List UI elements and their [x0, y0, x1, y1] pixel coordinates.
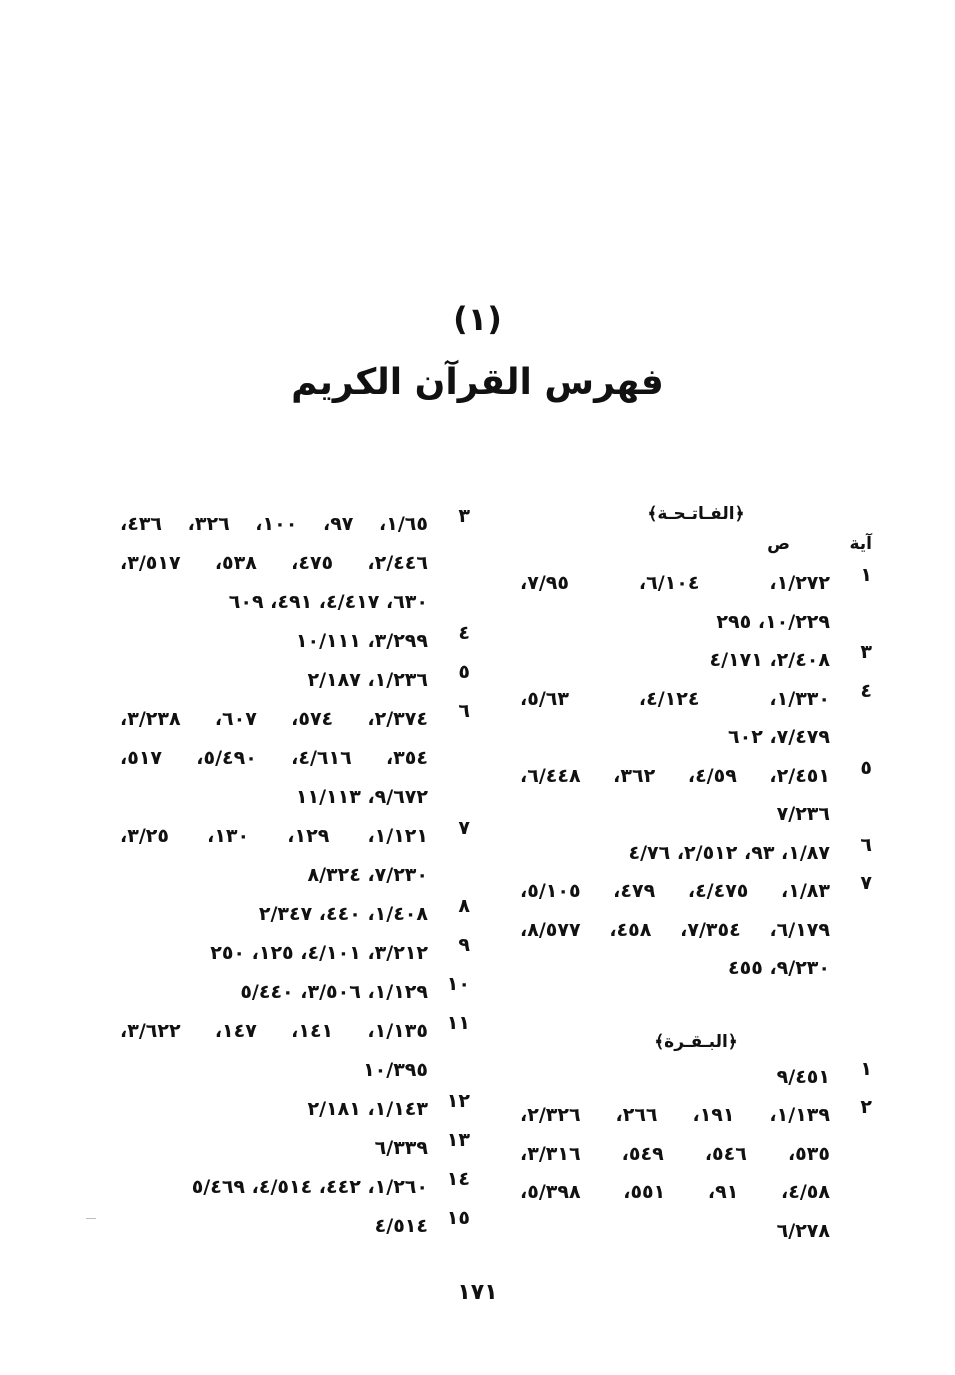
reference-line: ٣٥٤، ٤/٦١٦، ٥/٤٩٠، ٥١٧،: [120, 747, 428, 769]
verse-number: ١٠: [446, 973, 470, 995]
verse-number: ٤: [458, 622, 470, 644]
reference-line: ٣/٢١٢، ٤/١٠١، ١٢٥، ٢٥٠: [210, 942, 428, 964]
verse-number: ٥: [860, 756, 872, 779]
index-number: (١): [453, 300, 502, 338]
verse-number: ١: [860, 564, 872, 586]
page-references: [120, 973, 428, 1012]
page-references: [120, 1129, 428, 1168]
reference-line: ٧/٢٣٠، ٨/٣٢٤: [307, 864, 428, 886]
right-column: [520, 498, 872, 1250]
page-references: [120, 895, 428, 934]
page-references: [120, 817, 428, 895]
page-references: [520, 872, 830, 988]
index-entry: [520, 1058, 872, 1097]
reference-line: ٩/٢٣٠، ٤٥٥: [728, 957, 830, 979]
page-references: [120, 622, 428, 661]
reference-line: ١/١٢٩، ٣/٥٠٦، ٥/٤٤٠: [240, 981, 428, 1003]
page-references: [120, 700, 428, 817]
verse-number: ٩: [458, 934, 470, 956]
index-entry: [520, 564, 872, 641]
reference-line: ١/٣٣٠، ٤/١٢٤، ٥/٦٣،: [520, 687, 830, 710]
index-entry: [520, 680, 872, 757]
verse-number: ٤: [860, 679, 872, 702]
reference-line: ٢/٤٤٦، ٤٧٥، ٥٣٨، ٣/٥١٧،: [120, 552, 428, 574]
verse-number: ١٣: [446, 1129, 470, 1151]
verse-number: ٧: [860, 872, 872, 894]
reference-line: ٢/٣٧٤، ٥٧٤، ٦٠٧، ٣/٢٣٨،: [120, 708, 428, 730]
verse-number: ١١: [446, 1012, 470, 1034]
reference-line: ٤/٥١٤: [374, 1215, 428, 1237]
reference-line: ٤/٥٨، ٩١، ٥٥١، ٥/٣٩٨،: [520, 1181, 830, 1203]
reference-line: ١/١٣٩، ١٩١، ٢٦٦، ٢/٣٢٦،: [520, 1104, 830, 1126]
index-entry: [120, 973, 470, 1012]
surah-heading: ﴿البـقـرة﴾: [654, 1031, 738, 1052]
reference-line: ١٠/٢٢٩، ٢٩٥: [716, 610, 830, 633]
verse-number: ٦: [458, 700, 470, 722]
index-entry: [520, 872, 872, 988]
reference-line: ١/١٣٥، ١٤١، ١٤٧، ٣/٦٢٢،: [120, 1020, 428, 1042]
verse-number: ٢: [860, 1096, 872, 1118]
reference-line: ٩/٤٥١: [776, 1065, 830, 1088]
page-references: [120, 1168, 428, 1207]
index-entry: [120, 505, 470, 622]
reference-line: ١/٢٦٠، ٤٤٢، ٤/٥١٤، ٥/٤٦٩: [191, 1176, 428, 1198]
index-entry: [120, 1129, 470, 1168]
verse-number: ٣: [860, 641, 872, 663]
reference-line: ٦/٢٧٨: [776, 1219, 830, 1242]
surah-heading: ﴿الفـاتـحـة﴾: [647, 504, 745, 524]
verse-number: ١: [860, 1057, 872, 1080]
index-entry: [120, 1168, 470, 1207]
reference-line: ٣/٢٩٩، ١٠/١١١: [295, 630, 428, 652]
page-references: [520, 641, 830, 680]
index-entry: [120, 895, 470, 934]
scan-edge-mark: [86, 1218, 96, 1219]
reference-line: ١/٢٣٦، ٢/١٨٧: [307, 669, 428, 691]
index-entry: [520, 834, 872, 873]
verse-column-header: آية: [849, 534, 872, 554]
page-references: [520, 680, 830, 757]
reference-line: ٢/٤٠٨، ٤/١٧١: [709, 649, 830, 671]
reference-line: ١/٨٧، ٩٣، ٢/٥١٢، ٤/٧٦: [628, 841, 830, 864]
left-column: [120, 505, 470, 1246]
verse-number: ١٢: [446, 1090, 470, 1112]
reference-line: ٧/٢٣٦: [776, 803, 830, 825]
index-entry: [120, 700, 470, 817]
page-references: [520, 1096, 830, 1250]
index-entry: [520, 641, 872, 680]
verse-number: ٣: [458, 505, 470, 527]
reference-line: ٢/٤٥١، ٤/٥٩، ٣٦٢، ٦/٤٤٨،: [520, 764, 830, 787]
column-headers: [520, 530, 872, 564]
reference-line: ١/١٢١، ١٢٩، ١٣٠، ٣/٢٥،: [120, 825, 428, 847]
page-references: [520, 1058, 830, 1097]
reference-line: ١٠/٣٩٥: [363, 1059, 428, 1081]
page-references: [120, 1090, 428, 1129]
page-references: [120, 505, 428, 622]
index-entry: [120, 1090, 470, 1129]
page-references: [520, 834, 830, 873]
index-entry: [120, 934, 470, 973]
page-references: [120, 934, 428, 973]
reference-line: ١/٢٧٢، ٦/١٠٤، ٧/٩٥،: [520, 572, 830, 594]
page-column-header: ص: [767, 534, 790, 554]
verse-number: ٨: [458, 895, 470, 917]
verse-number: ٥: [458, 661, 470, 683]
page-title: فهرس القرآن الكريم: [291, 362, 664, 403]
verse-number: ٦: [860, 833, 872, 856]
reference-line: ١/٤٠٨، ٤٤٠، ٢/٣٤٧: [258, 903, 428, 925]
index-entry: [120, 661, 470, 700]
reference-line: ٦/٣٣٩: [374, 1137, 428, 1159]
index-entry: [120, 817, 470, 895]
reference-line: ٧/٤٧٩، ٦٠٢: [728, 726, 830, 748]
page-references: [520, 757, 830, 834]
page-references: [120, 1012, 428, 1090]
reference-line: ٦/١٧٩، ٧/٣٥٤، ٤٥٨، ٨/٥٧٧،: [520, 918, 830, 941]
index-entry: [120, 1012, 470, 1090]
verse-number: ١٤: [446, 1168, 470, 1190]
index-entry: [520, 1096, 872, 1250]
verse-number: ١٥: [446, 1207, 470, 1229]
verse-number: ٧: [458, 817, 470, 839]
reference-line: ١/١٤٣، ٢/١٨١: [307, 1098, 428, 1120]
index-entry: [120, 622, 470, 661]
page-references: [520, 564, 830, 641]
reference-line: ١/٨٣، ٤/٤٧٥، ٤٧٩، ٥/١٠٥،: [520, 880, 830, 902]
reference-line: ١/٦٥، ٩٧، ١٠٠، ٣٢٦، ٤٣٦،: [120, 513, 428, 535]
section-gap: [520, 988, 872, 1026]
reference-line: ٩/٦٧٢، ١١/١١٣: [295, 786, 428, 808]
page-number: ١٧١: [457, 1280, 498, 1305]
reference-line: ٥٣٥، ٥٤٦، ٥٤٩، ٣/٣١٦،: [520, 1142, 830, 1165]
reference-line: ٦٣٠، ٤/٤١٧، ٤٩١، ٦٠٩: [228, 591, 428, 613]
page-references: [120, 1207, 428, 1246]
index-entry: [120, 1207, 470, 1246]
page-references: [120, 661, 428, 700]
index-entry: [520, 757, 872, 834]
